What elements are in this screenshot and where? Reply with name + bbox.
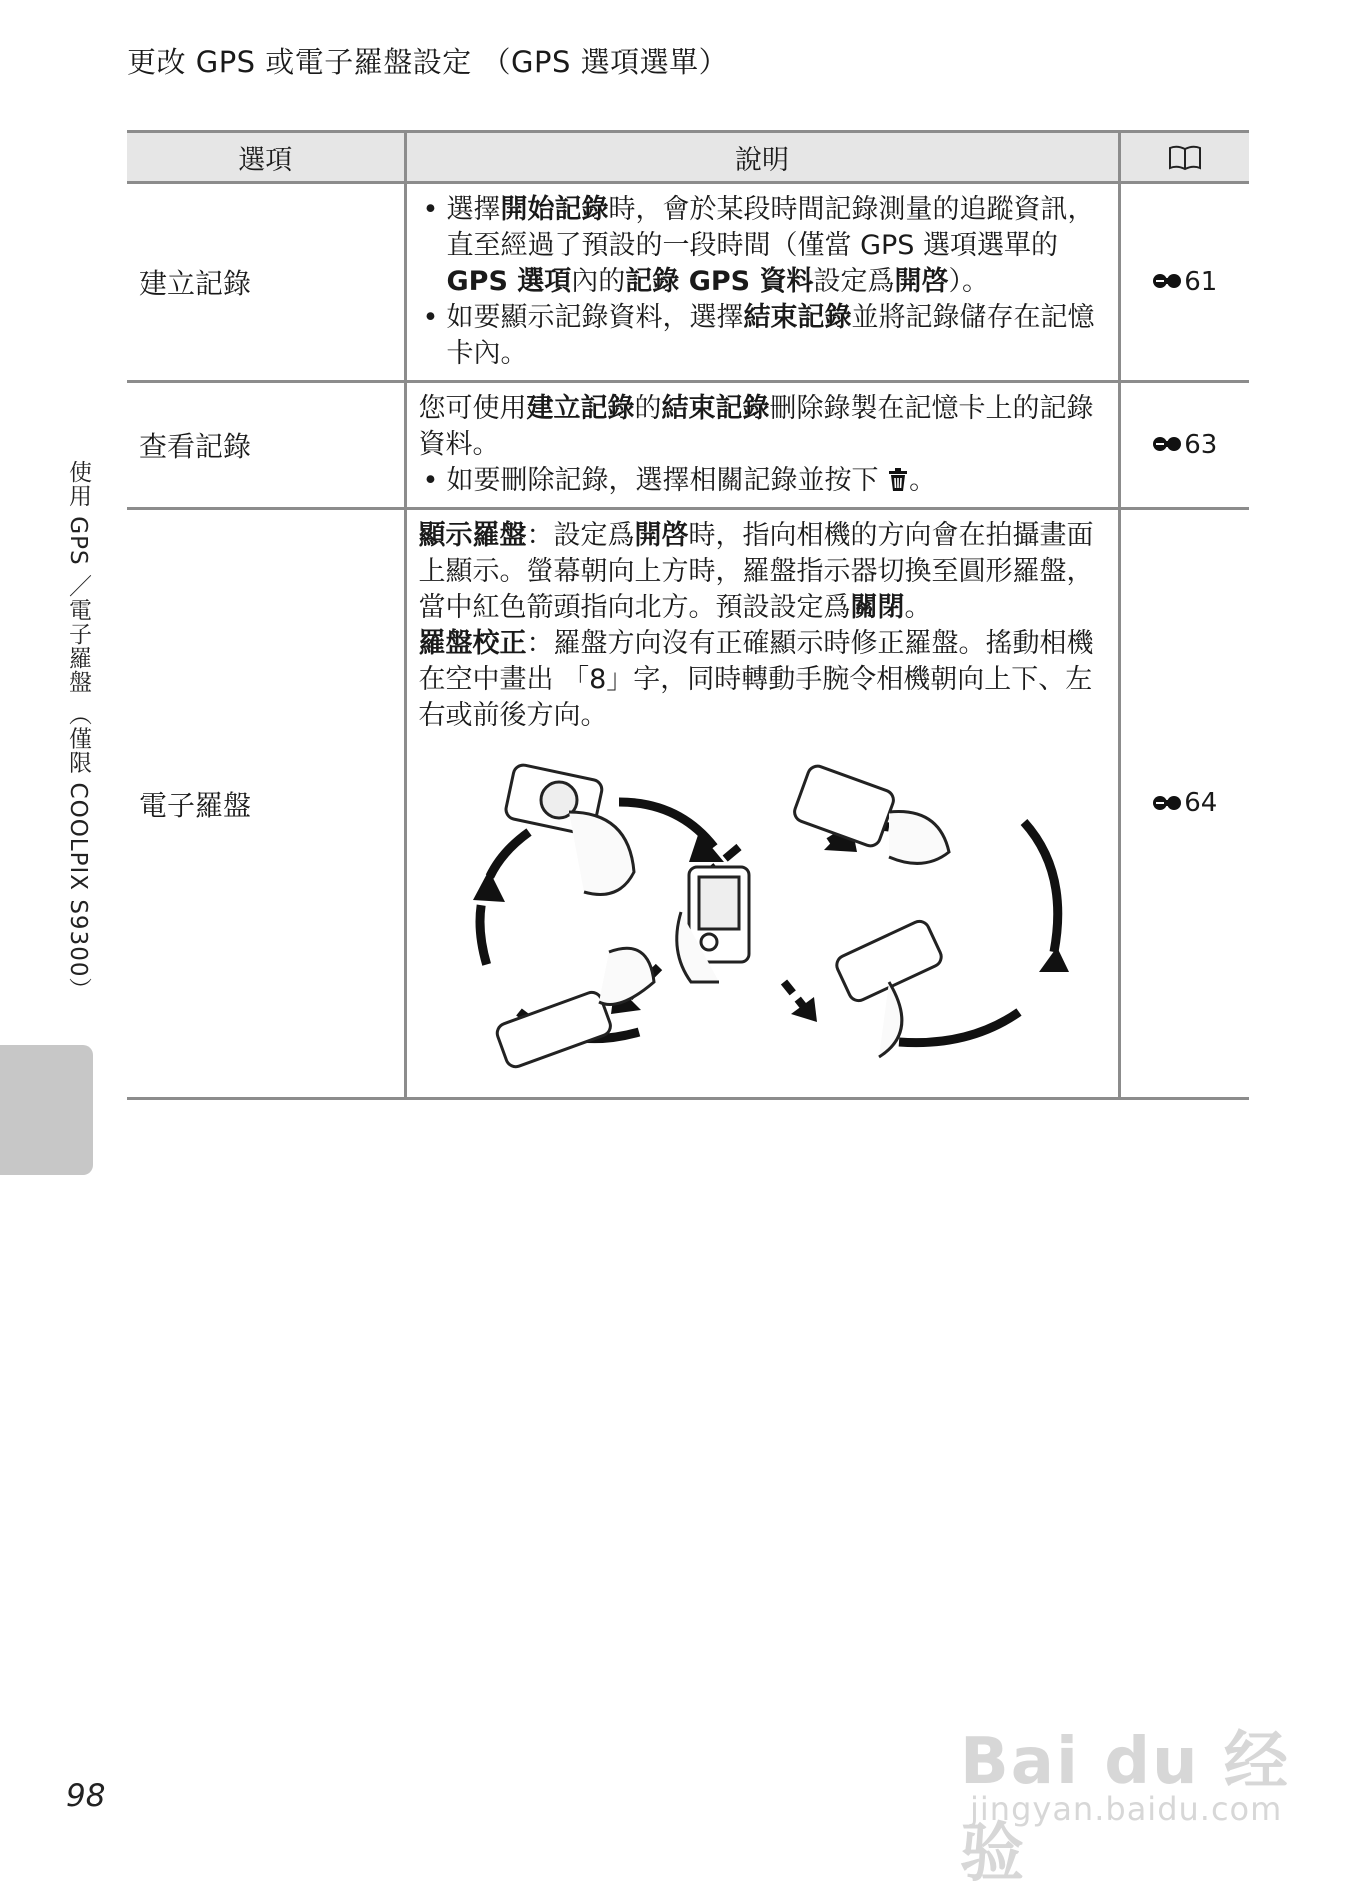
text-run: ）。 bbox=[948, 266, 989, 297]
trash-icon bbox=[887, 468, 909, 492]
list-item bbox=[419, 192, 1106, 300]
table-row bbox=[127, 183, 1249, 382]
watermark-logo: Bai du 经验 bbox=[960, 1725, 1290, 1891]
option-name: 電子羅盤 bbox=[127, 509, 405, 1099]
menu-term: 顯示羅盤 bbox=[418, 520, 527, 551]
text-run: 並將記錄儲存在記憶卡內。 bbox=[446, 302, 1095, 369]
e-reference-icon bbox=[1152, 267, 1182, 297]
option-name: 建立記錄 bbox=[127, 183, 405, 382]
side-section-label: 使用 GPS ／電子羅盤 （僅限 COOLPIX S9300） bbox=[65, 460, 91, 1002]
text-run: ：羅盤方向沒有正確顯示時修正羅盤。搖動相機在空中畫出 「8」字，同時轉動手腕令相機朝向上下、左右或前後方向。 bbox=[418, 628, 1094, 731]
text-run: 時，會於某段時間記錄測量的追蹤資訊，直至經過了預設的一段時間（僅當 GPS 選項選單的 bbox=[446, 194, 1095, 261]
text-run: 選擇 bbox=[446, 194, 501, 225]
option-name: 查看記錄 bbox=[127, 382, 405, 509]
text-run: 的 bbox=[634, 393, 662, 424]
reference-page: 63 bbox=[1184, 429, 1218, 460]
list-item bbox=[419, 300, 1106, 372]
reference-cell bbox=[1119, 509, 1249, 1099]
option-description bbox=[405, 509, 1119, 1099]
menu-term: 結束記錄 bbox=[661, 393, 770, 424]
menu-term: 關閉 bbox=[850, 592, 905, 623]
option-description bbox=[405, 382, 1119, 509]
e-reference-icon bbox=[1152, 789, 1182, 819]
description-paragraph bbox=[419, 518, 1106, 626]
text-run: 時，指向相機的方向會在拍攝畫面上顯示。螢幕朝向上方時，羅盤指示器切換至圓形羅盤，當中紅色箭頭指向北方。預設設定爲 bbox=[418, 520, 1094, 623]
bullet-list bbox=[419, 192, 1106, 372]
watermark bbox=[960, 1660, 1310, 1891]
reference-page: 64 bbox=[1184, 788, 1218, 819]
options-table bbox=[127, 130, 1249, 1100]
page-heading: 更改 GPS 或電子羅盤設定 （GPS 選項選單） bbox=[127, 45, 729, 79]
text-run: ：設定爲 bbox=[526, 520, 635, 551]
calibration-illustration bbox=[419, 752, 1109, 1072]
table-header-row bbox=[127, 132, 1249, 183]
menu-term: 羅盤校正 bbox=[418, 628, 527, 659]
description-paragraph bbox=[419, 391, 1106, 463]
book-icon bbox=[1168, 145, 1202, 171]
table-row bbox=[127, 509, 1249, 1099]
text-run: 您可使用 bbox=[418, 393, 527, 424]
menu-term: 開啓 bbox=[894, 266, 949, 297]
reference-cell bbox=[1119, 382, 1249, 509]
menu-term: 記錄 GPS 資料 bbox=[625, 266, 814, 297]
menu-term: 開始記錄 bbox=[500, 194, 609, 225]
text-run: 刪除錄製在記憶卡上的記錄資料。 bbox=[418, 393, 1094, 460]
menu-term: 建立記錄 bbox=[526, 393, 635, 424]
header-description: 說明 bbox=[405, 132, 1119, 183]
text-run: 內的 bbox=[571, 266, 626, 297]
reference-page: 61 bbox=[1184, 266, 1218, 297]
text-run: 如要刪除記錄，選擇相關記錄並按下 bbox=[446, 465, 888, 496]
watermark-url: jingyan.baidu.com bbox=[970, 1790, 1283, 1828]
table-row bbox=[127, 382, 1249, 509]
reference-cell bbox=[1119, 183, 1249, 382]
page-number: 98 bbox=[66, 1778, 106, 1814]
section-tab bbox=[0, 1045, 93, 1175]
menu-term: 開啓 bbox=[634, 520, 689, 551]
text-run: 設定爲 bbox=[813, 266, 895, 297]
bullet-list bbox=[419, 463, 1106, 499]
menu-term: 結束記錄 bbox=[743, 302, 852, 333]
menu-term: GPS 選項 bbox=[446, 266, 572, 297]
description-paragraphs bbox=[419, 518, 1106, 734]
option-description bbox=[405, 183, 1119, 382]
header-reference bbox=[1119, 132, 1249, 183]
text-run: 。 bbox=[909, 465, 937, 496]
list-item bbox=[419, 463, 1106, 499]
text-run: 如要顯示記錄資料，選擇 bbox=[446, 302, 744, 333]
description-paragraph bbox=[419, 626, 1106, 734]
text-run: 。 bbox=[904, 592, 932, 623]
header-option: 選項 bbox=[127, 132, 405, 183]
e-reference-icon bbox=[1152, 430, 1182, 460]
